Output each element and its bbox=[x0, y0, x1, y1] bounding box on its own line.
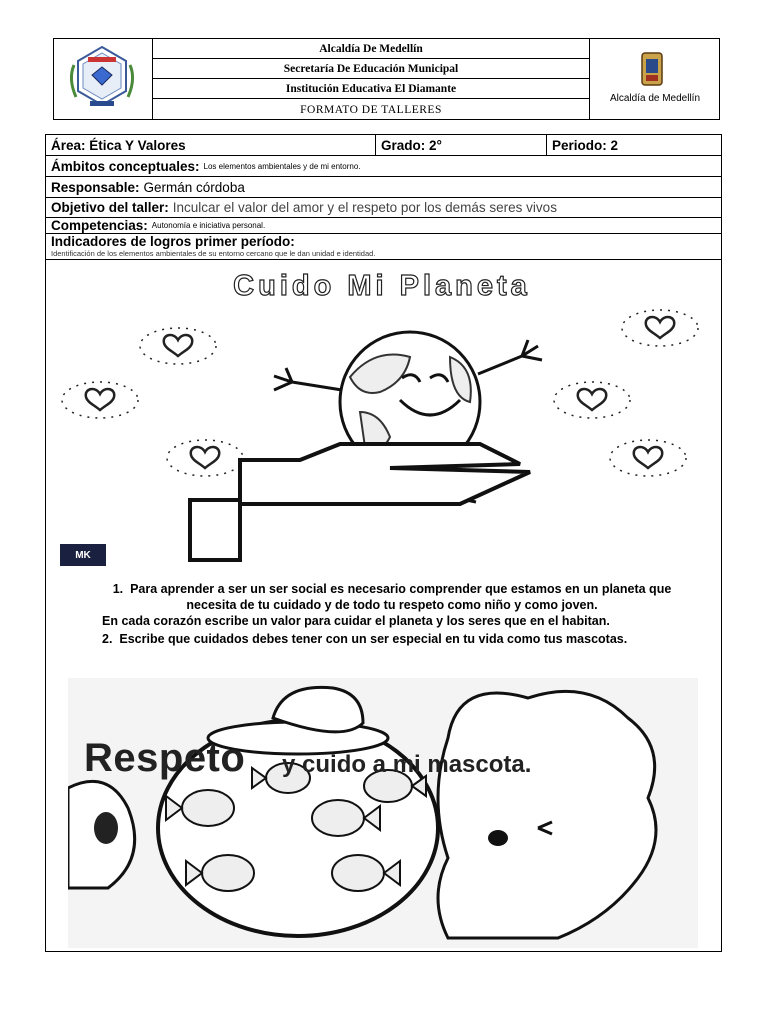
pet-illustration bbox=[68, 678, 698, 948]
pet-illustration-title-big: Respeto bbox=[84, 736, 246, 780]
instruction-1-text: Para aprender a ser un ser social es necesario comprender que estamos en un planeta que bbox=[130, 582, 672, 596]
header-line-secretaria: Secretaría De Educación Municipal bbox=[153, 59, 589, 79]
info-row-area bbox=[46, 135, 721, 156]
school-logo-cell bbox=[54, 39, 153, 119]
indicadores-value: Identificación de los elementos ambientales de su entorno cercano que le dan unidad e identidad. bbox=[51, 249, 376, 258]
periodo-value: 2 bbox=[610, 137, 619, 153]
info-row-indicadores bbox=[46, 234, 721, 259]
fishbowl-boy-drawing bbox=[68, 678, 698, 948]
instruction-1 bbox=[62, 581, 722, 629]
header-line-formato: FORMATO DE TALLERES bbox=[300, 103, 442, 116]
instruction-1-line1 bbox=[62, 581, 722, 597]
info-row-responsable bbox=[46, 177, 721, 198]
header-line-alcaldia: Alcaldía De Medellín bbox=[153, 39, 589, 59]
competencias-value: Autonomía e iniciativa personal. bbox=[151, 221, 266, 230]
info-row-competencias bbox=[46, 218, 721, 234]
instruction-1-number: 1. bbox=[112, 582, 124, 596]
planet-illustration-title: Cuido Mi Planeta bbox=[233, 270, 531, 302]
alcaldia-logo-cell bbox=[589, 39, 720, 119]
grado-label: Grado: bbox=[381, 137, 426, 153]
alcaldia-shield-icon bbox=[640, 51, 664, 89]
indicadores-label: Indicadores de logros primer período: bbox=[51, 234, 295, 249]
instruction-1-line3: En cada corazón escribe un valor para cuidar el planeta y los seres que en el habitan. bbox=[102, 614, 610, 628]
responsable-value: Germán córdoba bbox=[143, 179, 245, 195]
responsable-label: Responsable: bbox=[51, 179, 140, 195]
ambitos-value: Los elementos ambientales y de mi entorno. bbox=[203, 161, 361, 171]
competencias-label: Competencias: bbox=[51, 218, 148, 233]
objetivo-value: Inculcar el valor del amor y el respeto por los demás seres vivos bbox=[172, 200, 557, 215]
earth-hand-drawing bbox=[60, 262, 704, 568]
pet-illustration-title-small: y cuido a mi mascota. bbox=[282, 751, 532, 778]
instruction-1-line2: necesita de tu cuidado y de todo tu respeto como niño y como joven. bbox=[186, 598, 598, 612]
periodo-label: Periodo: bbox=[552, 137, 607, 153]
instruction-2-number: 2. bbox=[102, 632, 113, 646]
objetivo-label: Objetivo del taller: bbox=[51, 200, 169, 215]
grado-cell bbox=[376, 135, 547, 155]
alcaldia-logo-text: Alcaldía de Medellín bbox=[609, 93, 701, 104]
instruction-2 bbox=[62, 632, 722, 646]
grado-value: 2° bbox=[429, 137, 442, 153]
school-crest-icon bbox=[54, 39, 152, 119]
area-label: Área: bbox=[51, 137, 86, 153]
planet-illustration bbox=[60, 262, 704, 568]
header-line-institucion: Institución Educativa El Diamante bbox=[153, 79, 589, 99]
document-header bbox=[53, 38, 720, 120]
instruction-2-text: Escribe que cuidados debes tener con un ser especial en tu vida como tus mascotas. bbox=[119, 632, 628, 646]
info-table bbox=[45, 134, 722, 260]
mk-badge: MK bbox=[60, 544, 106, 566]
info-row-ambitos bbox=[46, 156, 721, 177]
ambitos-label: Ámbitos conceptuales: bbox=[51, 158, 200, 174]
header-titles bbox=[153, 39, 589, 119]
area-value: Ética Y Valores bbox=[89, 137, 186, 153]
periodo-cell bbox=[547, 135, 717, 155]
info-row-objetivo bbox=[46, 198, 721, 218]
area-cell bbox=[46, 135, 376, 155]
